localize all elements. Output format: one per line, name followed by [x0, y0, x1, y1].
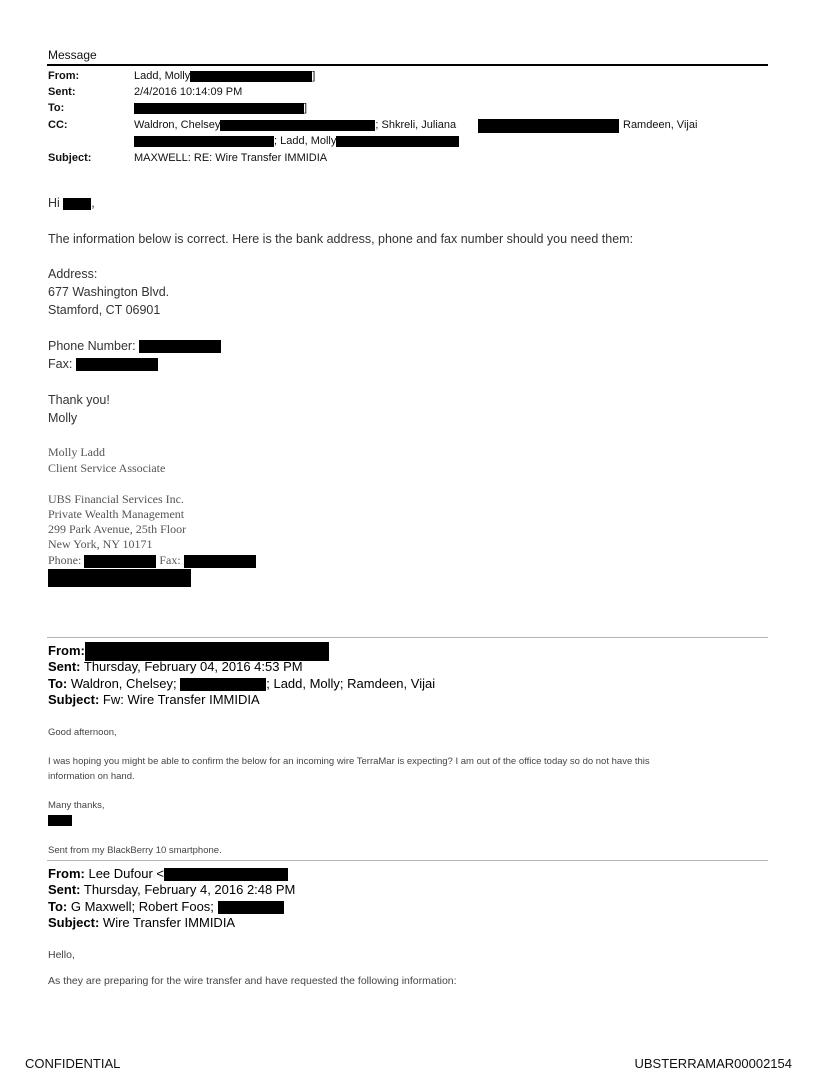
signature-city: New York, NY 10171: [48, 537, 153, 551]
from-label: From:: [48, 70, 80, 82]
redaction-box: [48, 815, 72, 826]
forward1-sent-value: Thursday, February 04, 2016 4:53 PM: [83, 659, 303, 674]
redaction-box: [84, 555, 156, 568]
forward-divider: [47, 637, 768, 638]
address-label: Address:: [48, 267, 98, 281]
forward1-from-label: From:: [48, 642, 85, 658]
to-field: [134, 102, 307, 114]
signature-division: Private Wealth Management: [48, 507, 185, 521]
forward2-sent-value: Thursday, February 4, 2016 2:48 PM: [83, 882, 296, 897]
fax-label: Fax:: [48, 357, 73, 371]
address-line1: 677 Washington Blvd.: [48, 285, 170, 299]
forward2-greeting: Hello,: [48, 949, 75, 961]
signature-fax-label: Fax:: [159, 553, 181, 567]
forward1-to: [48, 676, 435, 691]
forward1-subject-value: Fw: Wire Transfer IMMIDIA: [102, 692, 260, 707]
forward2-to: [48, 899, 284, 914]
cc-name-waldron: Waldron, Chelsey: [134, 119, 221, 131]
message-label: Message: [48, 48, 97, 62]
from-value: Ladd, Molly: [134, 70, 191, 82]
forward1-subject-label: Subject:: [48, 692, 100, 707]
cc-name-shkreli: ; Shkreli, Juliana: [375, 119, 457, 131]
cc-field-line1: [134, 119, 456, 131]
cc-name-ramdeen: Ramdeen, Vijai: [623, 119, 698, 131]
subject-value: MAXWELL: RE: Wire Transfer IMMIDIA: [134, 152, 328, 164]
to-suffix: ]: [304, 102, 308, 114]
forward2-from: [48, 866, 288, 881]
forward1-sent-from: Sent from my BlackBerry 10 smartphone.: [48, 845, 222, 856]
redaction-box: [218, 901, 284, 914]
forward2-body-line1: As they are preparing for the wire transfer and have requested the following information:: [48, 975, 457, 987]
redaction-box: [134, 136, 274, 147]
phone-line: [48, 339, 221, 353]
forward2-subject: [48, 915, 235, 930]
redaction-box: [76, 358, 158, 371]
greeting: [48, 196, 95, 210]
forward2-sent: [48, 882, 295, 897]
forward2-to-label: To:: [48, 899, 68, 914]
redaction-box: [63, 198, 91, 210]
redaction-box: [478, 119, 619, 133]
from-suffix: ]: [312, 70, 316, 82]
signature-street: 299 Park Avenue, 25th Floor: [48, 522, 187, 536]
forward1-subject: [48, 692, 260, 707]
redaction-box: [336, 136, 459, 147]
intro-text: The information below is correct. Here is the bank address, phone and fax number should you need them:: [48, 232, 634, 246]
forward-divider: [47, 860, 768, 861]
forward1-sent: [48, 659, 303, 674]
phone-label: Phone Number:: [48, 339, 136, 353]
footer-bates-number: UBSTERRAMAR00002154: [634, 1056, 792, 1071]
signoff-text: Molly: [48, 411, 78, 425]
signature-company: UBS Financial Services Inc.: [48, 492, 184, 506]
forward2-to-value: G Maxwell; Robert Foos;: [70, 899, 214, 914]
forward1-sent-label: Sent:: [48, 659, 81, 674]
forward1-closing: Many thanks,: [48, 800, 105, 811]
cc-label: CC:: [48, 119, 68, 131]
forward2-subject-label: Subject:: [48, 915, 100, 930]
redaction-box: [220, 120, 375, 131]
footer-confidential: CONFIDENTIAL: [25, 1056, 121, 1071]
forward1-to-label: To:: [48, 676, 68, 691]
forward2-sent-label: Sent:: [48, 882, 81, 897]
cc-name-ladd: ; Ladd, Molly: [274, 135, 337, 147]
sent-label: Sent:: [48, 86, 76, 98]
forward2-from-value: Lee Dufour <: [88, 866, 164, 881]
redaction-box: [48, 569, 191, 587]
redaction-box: [139, 340, 221, 353]
redaction-box: [184, 555, 256, 568]
header-divider: [47, 64, 768, 66]
forward1-to-rest: ; Ladd, Molly; Ramdeen, Vijai: [266, 676, 436, 691]
signature-title: Client Service Associate: [48, 461, 166, 475]
redaction-box: [190, 71, 312, 82]
to-label: To:: [48, 102, 65, 114]
forward1-body-line1: I was hoping you might be able to confirm the below for an incoming wire TerraMar is expecting? I am out of the office today so do not have this: [48, 756, 650, 767]
fax-line: [48, 357, 158, 371]
signature-name: Molly Ladd: [48, 445, 105, 459]
greeting-comma: ,: [91, 196, 95, 210]
forward2-subject-value: Wire Transfer IMMIDIA: [102, 915, 236, 930]
greeting-text: Hi: [48, 196, 60, 210]
subject-label: Subject:: [48, 152, 92, 164]
signature-phone-fax: [48, 553, 256, 568]
sent-value: 2/4/2016 10:14:09 PM: [134, 86, 243, 98]
redaction-box: [180, 678, 266, 691]
from-field: [134, 70, 315, 82]
forward1-body-line2: information on hand.: [48, 771, 135, 782]
forward1-to-waldron: Waldron, Chelsey;: [70, 676, 177, 691]
address-line2: Stamford, CT 06901: [48, 303, 161, 317]
thanks-text: Thank you!: [48, 393, 110, 407]
cc-field-line2: [134, 135, 459, 147]
forward1-greeting: Good afternoon,: [48, 727, 117, 738]
redaction-box: [134, 103, 304, 114]
redaction-box: [164, 868, 288, 881]
forward2-from-label: From:: [48, 866, 85, 881]
signature-phone-label: Phone:: [48, 553, 82, 567]
